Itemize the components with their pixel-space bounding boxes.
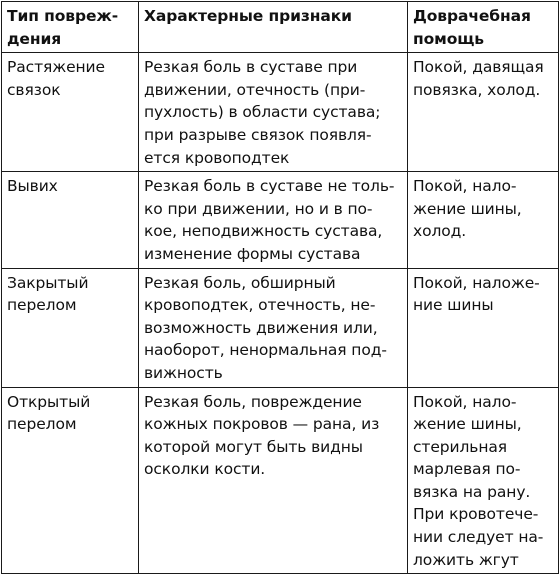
- header-injury-type: [2, 2, 139, 53]
- cell-line: Покой, нало-: [413, 177, 517, 196]
- table-row: [2, 387, 559, 574]
- cell-line: Резкая боль в суставе при: [144, 58, 358, 77]
- cell-line: перелом: [7, 296, 77, 315]
- cell-line: повязка, холод.: [413, 80, 541, 99]
- cell-line: вижность: [144, 363, 223, 382]
- cell-line: Закрытый: [7, 273, 89, 292]
- header-signs: [139, 2, 408, 53]
- table-row: [2, 268, 559, 387]
- header-line: дения: [7, 29, 62, 48]
- cell-line: жение шины,: [413, 415, 522, 434]
- cell-line: ложить жгут: [413, 550, 519, 569]
- cell-signs: [139, 53, 408, 172]
- cell-line: движении, отечность (при-: [144, 80, 366, 99]
- header-first-aid: [408, 2, 559, 53]
- cell-line: которой могут быть видны: [144, 437, 363, 456]
- cell-line: жение шины,: [413, 199, 522, 218]
- cell-line: холод.: [413, 222, 467, 241]
- cell-line: кое, неподвижность сустава,: [144, 222, 383, 241]
- header-line: Тип повреж-: [7, 7, 119, 25]
- header-line: Доврачебная: [413, 7, 531, 25]
- cell-line: Растяжение: [7, 58, 105, 77]
- cell-line: При кровотече-: [413, 505, 539, 524]
- cell-line: кровоподтек, отечность, не-: [144, 296, 376, 315]
- cell-first-aid: [408, 387, 559, 574]
- cell-line: Вывих: [7, 177, 58, 196]
- cell-line: Покой, наложе-: [413, 273, 540, 292]
- cell-line: наоборот, ненормальная под-: [144, 341, 387, 360]
- cell-line: ко при движении, но и в по-: [144, 199, 373, 218]
- cell-signs: [139, 172, 408, 268]
- cell-line: пухлость) в области сустава;: [144, 103, 381, 122]
- cell-line: перелом: [7, 415, 77, 434]
- cell-line: Резкая боль, повреждение: [144, 392, 362, 411]
- cell-line: марлевая по-: [413, 460, 521, 479]
- cell-line: при разрыве связок появля-: [144, 125, 372, 144]
- cell-line: кожных покровов — рана, из: [144, 415, 380, 434]
- cell-injury-type: [2, 268, 139, 387]
- cell-injury-type: [2, 172, 139, 268]
- table-header-row: [2, 2, 559, 53]
- cell-line: вязка на рану.: [413, 482, 531, 501]
- table-row: [2, 172, 559, 268]
- header-line: помощь: [413, 29, 485, 48]
- cell-first-aid: [408, 172, 559, 268]
- cell-line: Покой, давящая: [413, 58, 544, 77]
- cell-line: нии следует на-: [413, 528, 544, 547]
- cell-line: связок: [7, 80, 61, 99]
- cell-injury-type: [2, 387, 139, 574]
- cell-line: осколки кости.: [144, 460, 266, 479]
- cell-line: возможность движения или,: [144, 318, 378, 337]
- cell-signs: [139, 387, 408, 574]
- table-row: [2, 53, 559, 172]
- cell-line: Покой, нало-: [413, 392, 517, 411]
- cell-line: Резкая боль в суставе не толь-: [144, 177, 395, 196]
- cell-first-aid: [408, 53, 559, 172]
- cell-line: ется кровоподтек: [144, 148, 290, 167]
- cell-line: изменение формы сустава: [144, 244, 361, 263]
- cell-injury-type: [2, 53, 139, 172]
- cell-line: ние шины: [413, 296, 494, 315]
- cell-line: стерильная: [413, 437, 507, 456]
- cell-first-aid: [408, 268, 559, 387]
- header-line: Характерные признаки: [144, 7, 352, 25]
- cell-line: Открытый: [7, 392, 91, 411]
- cell-line: Резкая боль, обширный: [144, 273, 336, 292]
- injury-first-aid-table: [1, 1, 559, 574]
- cell-signs: [139, 268, 408, 387]
